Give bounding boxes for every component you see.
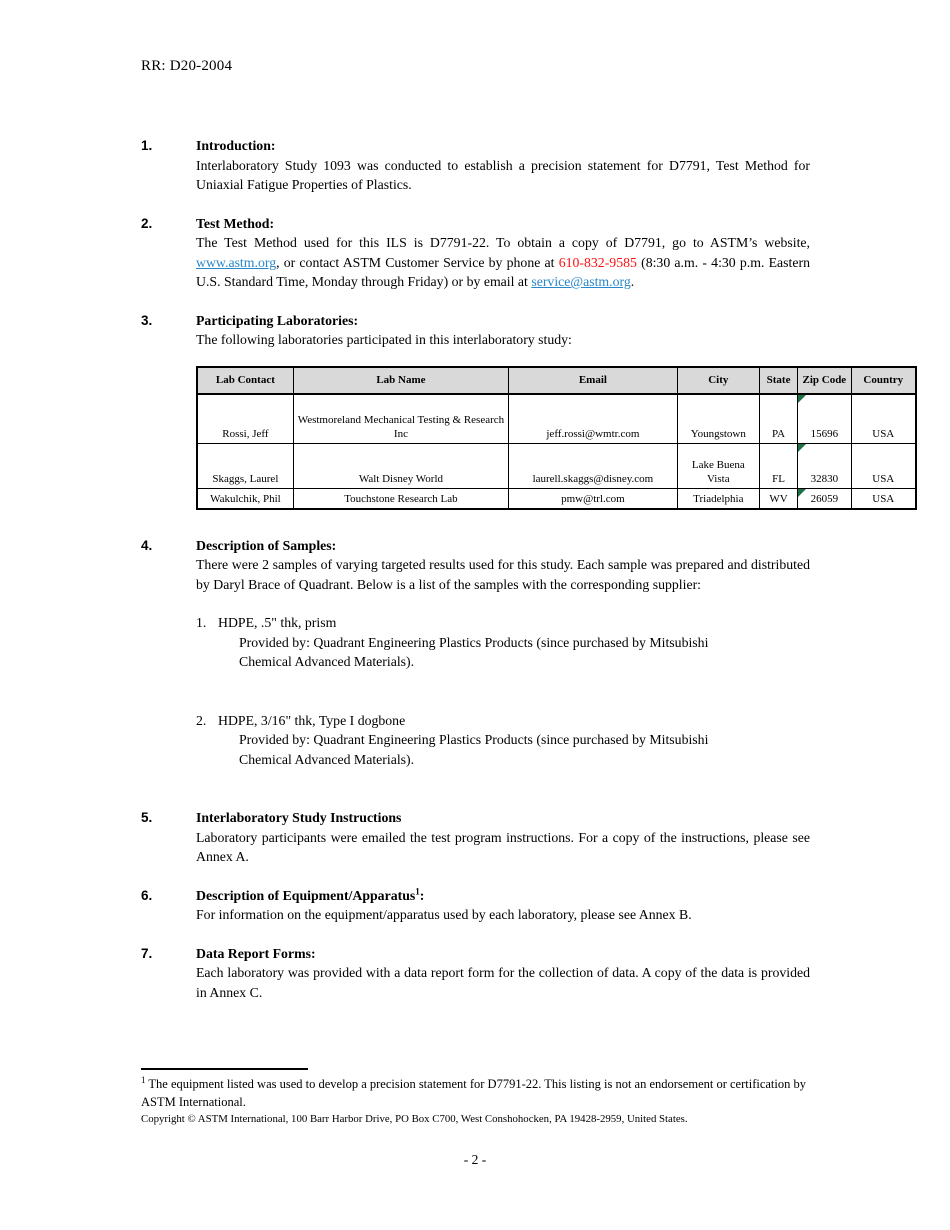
table-row: [197, 488, 916, 509]
astm-website-link[interactable]: www.astm.org: [196, 254, 277, 270]
section-number: 3.: [141, 312, 153, 328]
sample-item-number: 1.: [196, 615, 207, 630]
sample-name: HDPE, 3/16" thk, Type I dogbone: [218, 712, 406, 728]
cell-city: Triadelphia: [677, 488, 759, 509]
participating-labs-table: [196, 366, 917, 510]
section-title: Description of Samples:: [196, 537, 337, 553]
column-header-lab-contact: Lab Contact: [197, 367, 293, 394]
section-description-of-samples: [141, 536, 810, 770]
cell-state: PA: [759, 394, 797, 444]
section-study-instructions: [141, 808, 810, 867]
cell-zip: 32830: [798, 443, 851, 488]
footnote-reference: 1: [415, 885, 420, 896]
column-header-zip: Zip Code: [798, 367, 851, 394]
service-email-link[interactable]: service@astm.org: [531, 274, 631, 289]
cell-lab-name: Walt Disney World: [293, 443, 508, 488]
sample-provider: Provided by: Quadrant Engineering Plastics Products (since purchased by Mitsubishi Chemical Advanced Materials).: [239, 634, 709, 669]
section-paragraph: The Test Method used for this ILS is D7791-22. To obtain a copy of D7791, go to ASTM’s website, www.astm.org, or contact ASTM Customer Service by phone at 610-832-9585 (8:30 a.m. - 4:30 p.m. Eastern U.S. Standard Time, Monday through Friday) or by email at service@astm.org.: [196, 235, 810, 289]
sample-item-1: [196, 613, 810, 672]
table-row: [197, 443, 916, 488]
footnote-separator: [141, 1068, 308, 1070]
section-number: 5.: [141, 810, 153, 825]
footnote-marker: 1: [141, 1074, 146, 1085]
column-header-country: Country: [851, 367, 916, 394]
cell-lab-name: Touchstone Research Lab: [293, 488, 508, 509]
section-title: Description of Equipment/Apparatus$^1$:: [196, 885, 425, 903]
section-number: 2.: [141, 215, 153, 231]
document-body: [141, 136, 904, 1021]
copyright-notice: Copyright © ASTM International, 100 Barr Harbor Drive, PO Box C700, West Conshohocken, PA 19428-2959, United States.: [141, 1113, 688, 1125]
excel-error-flag-icon: [798, 395, 806, 403]
section-paragraph: Each laboratory was provided with a data report form for the collection of data. A copy of the data is provided in Annex C.: [196, 965, 810, 1000]
customer-service-phone: 610-832-9585: [558, 254, 637, 270]
section-paragraph: The following laboratories participated in this interlaboratory study:: [196, 332, 572, 347]
cell-country: USA: [851, 488, 916, 509]
section-introduction: [141, 136, 810, 195]
section-number: 6.: [141, 887, 153, 903]
section-paragraph: For information on the equipment/apparatus used by each laboratory, please see Annex B.: [196, 907, 692, 922]
cell-zip: 15696: [798, 394, 851, 444]
section-data-report-forms: [141, 944, 810, 1003]
excel-error-flag-icon: [798, 489, 806, 497]
section-paragraph: Interlaboratory Study 1093 was conducted to establish a precision statement for D7791, Test Method for Uniaxial Fatigue Properties of Plastics.: [196, 157, 810, 192]
section-title: Interlaboratory Study Instructions: [196, 810, 402, 825]
section-number: 1.: [141, 138, 153, 153]
table-row: [197, 394, 916, 444]
sample-name: HDPE, .5" thk, prism: [218, 615, 337, 630]
cell-country: USA: [851, 394, 916, 444]
cell-zip: 26059: [798, 488, 851, 509]
section-paragraph: Laboratory participants were emailed the test program instructions. For a copy of the instructions, please see Annex A.: [196, 829, 810, 864]
sample-item-number: 2.: [196, 712, 207, 728]
cell-city: Lake Buena Vista: [677, 443, 759, 488]
cell-city: Youngstown: [677, 394, 759, 444]
cell-email: laurell.skaggs@disney.com: [509, 443, 678, 488]
cell-lab-contact: Skaggs, Laurel: [197, 443, 293, 488]
report-number: RR: D20-2004: [141, 58, 233, 74]
section-title: Test Method:: [196, 215, 275, 231]
cell-email: pmw@trl.com: [509, 488, 678, 509]
page-footer: [141, 1068, 813, 1127]
footnote-text: $^1$ The equipment listed was used to develop a precision statement for D7791-22. This listing is not an endorsement or certification by ASTM International.: [141, 1074, 807, 1109]
page-number: - 2 -: [463, 1152, 487, 1167]
cell-lab-name: Westmoreland Mechanical Testing & Research Inc: [293, 394, 508, 444]
cell-lab-contact: Rossi, Jeff: [197, 394, 293, 444]
section-title: Participating Laboratories:: [196, 312, 359, 328]
cell-state: WV: [759, 488, 797, 509]
table-header-row: [197, 367, 916, 394]
section-number: 4.: [141, 537, 153, 553]
excel-error-flag-icon: [798, 444, 806, 452]
section-equipment-apparatus: [141, 886, 810, 925]
column-header-state: State: [759, 367, 797, 394]
sample-provider: Provided by: Quadrant Engineering Plastics Products (since purchased by Mitsubishi Chemical Advanced Materials).: [239, 732, 709, 767]
section-paragraph: There were 2 samples of varying targeted results used for this study. Each sample was prepared and distributed by Daryl Brace of Quadrant. Below is a list of the samples with the corresponding supplier:: [196, 557, 810, 592]
cell-state: FL: [759, 443, 797, 488]
section-title: Data Report Forms:: [196, 945, 316, 961]
cell-lab-contact: Wakulchik, Phil: [197, 488, 293, 509]
cell-country: USA: [851, 443, 916, 488]
section-test-method: [141, 214, 810, 292]
section-participating-labs: [141, 311, 904, 510]
section-number: 7.: [141, 945, 153, 961]
column-header-email: Email: [509, 367, 678, 394]
column-header-lab-name: Lab Name: [293, 367, 508, 394]
section-title: Introduction:: [196, 138, 276, 153]
column-header-city: City: [677, 367, 759, 394]
cell-email: jeff.rossi@wmtr.com: [509, 394, 678, 444]
sample-item-2: [196, 711, 810, 770]
